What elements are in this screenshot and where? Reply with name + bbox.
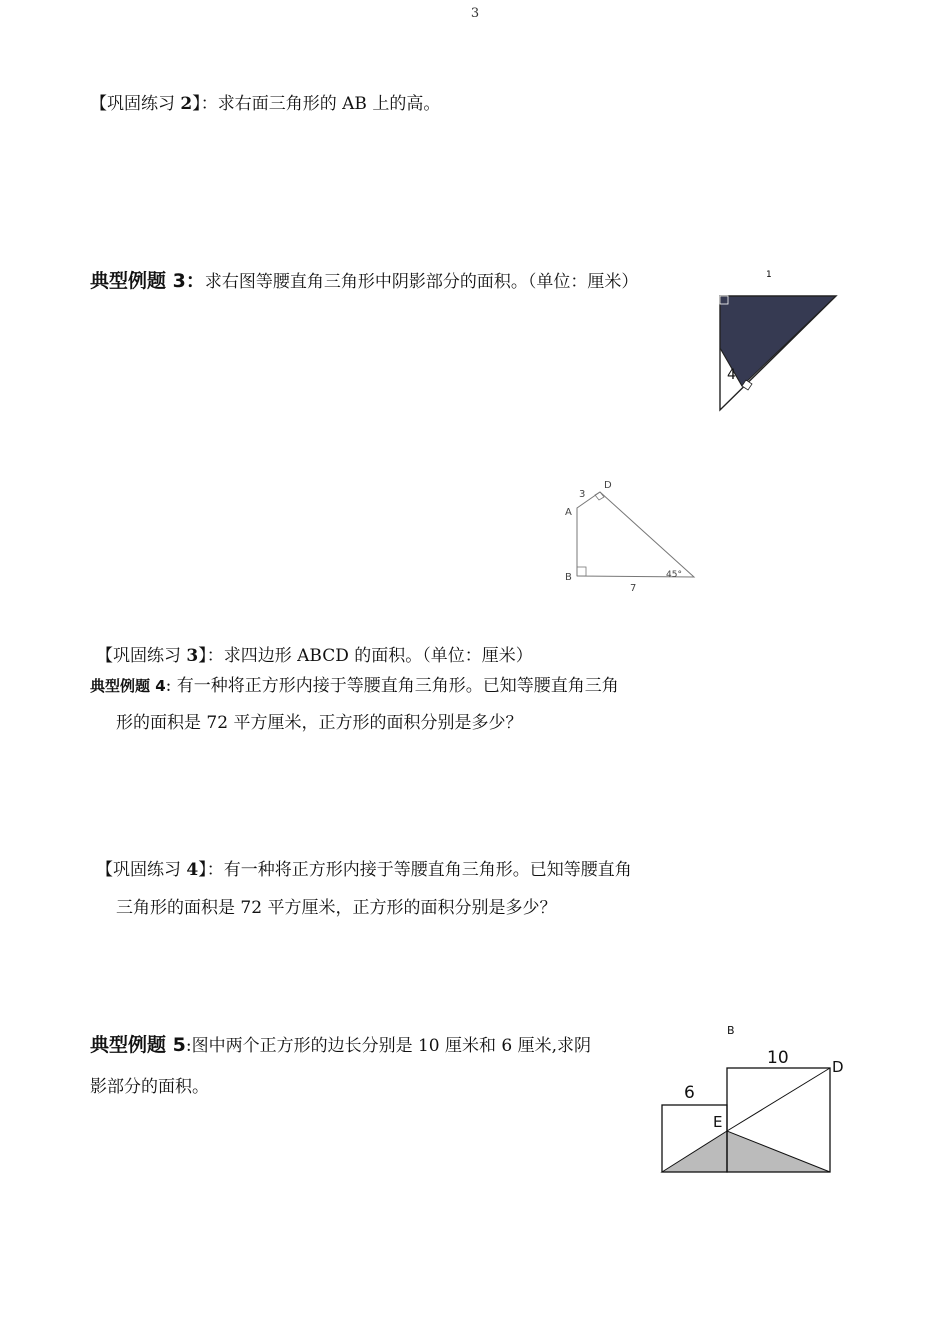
label-A: A [565, 507, 572, 518]
label-10: 10 [767, 1048, 789, 1068]
label-B: B [727, 1024, 735, 1037]
practice-2-close: 】 [192, 94, 201, 114]
label-45: 45° [666, 570, 682, 580]
practice-4-text-1: ：有一种将正方形内接于等腰直角三角形。已知等腰直角 [206, 860, 632, 880]
practice-3-open: 【巩固练习 [96, 646, 187, 666]
label-D: D [604, 480, 612, 491]
figure-two-squares [655, 1020, 850, 1180]
practice-4-number: 4 [186, 860, 199, 880]
figure-1-top-mark: 1 [766, 270, 772, 280]
figure-1-label-4: 4 [727, 367, 736, 383]
practice-3-number: 3 [186, 646, 199, 666]
right-angle-mark-D [595, 492, 604, 500]
practice-2-number: 2 [180, 94, 193, 114]
practice-4-close: 】 [198, 860, 207, 880]
example-4-line-1 [90, 671, 619, 696]
label-6: 6 [684, 1083, 695, 1103]
diagonal-E-D [727, 1068, 830, 1131]
figure-quadrilateral [558, 476, 703, 596]
page-number: 3 [470, 6, 480, 21]
practice-2-text: ：求右面三角形的 AB 上的高。 [200, 94, 441, 114]
quadrilateral-outline [577, 492, 694, 577]
right-angle-mark-B [577, 567, 586, 576]
example-3-label: 典型例题 3： [90, 270, 205, 292]
practice-3-close: 】 [198, 646, 207, 666]
example-5-label: 典型例题 5 [90, 1034, 186, 1056]
label-B: B [565, 572, 572, 583]
example-4-text-2: 形的面积是 72 平方厘米，正方形的面积分别是多少？ [116, 713, 523, 733]
practice-4-text-2: 三角形的面积是 72 平方厘米，正方形的面积分别是多少？ [116, 898, 557, 918]
label-E: E [713, 1113, 723, 1131]
example-3-text: 求右图等腰直角三角形中阴影部分的面积。（单位：厘米） [204, 272, 639, 292]
label-7: 7 [630, 583, 637, 594]
shaded-triangle [662, 1131, 830, 1172]
practice-3-line [96, 641, 533, 666]
practice-3-text: ：求四边形 ABCD 的面积。（单位：厘米） [206, 646, 533, 666]
example-3-line [90, 266, 638, 293]
practice-4-line-1 [96, 855, 632, 880]
label-3: 3 [579, 489, 586, 500]
label-D: D [832, 1058, 844, 1076]
shaded-region [720, 296, 836, 386]
practice-2-line [90, 89, 440, 114]
example-5-line-1 [90, 1030, 591, 1057]
figure-shaded-triangle [712, 266, 847, 418]
example-5-text-2: 影部分的面积。 [90, 1077, 209, 1097]
practice-4-open: 【巩固练习 [96, 860, 187, 880]
example-4-text-1: : 有一种将正方形内接于等腰直角三角形。已知等腰直角三角 [165, 676, 619, 696]
example-4-label: 典型例题 4 [90, 677, 166, 695]
example-5-text-1: :图中两个正方形的边长分别是 10 厘米和 6 厘米,求阴 [185, 1036, 592, 1056]
practice-2-open: 【巩固练习 [90, 94, 181, 114]
